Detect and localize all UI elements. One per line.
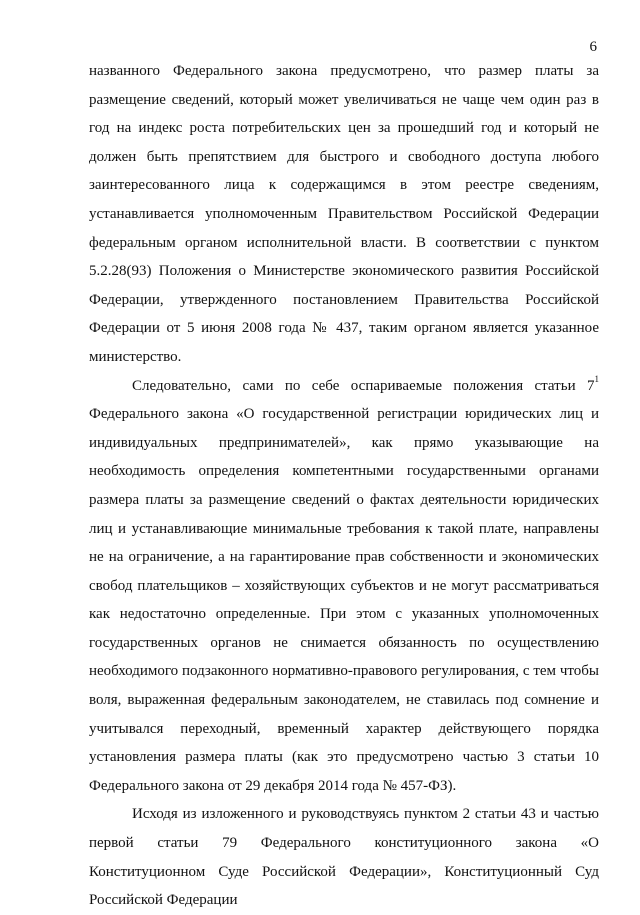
document-body [89,57,599,915]
paragraph-conclusion [89,372,599,801]
paragraph-resolution-intro: Исходя из изложенного и руководствуясь пунктом 2 статьи 43 и частью первой статьи 79 Федерального конституционного закона «О Конституционном Суде Российской Федерации», Конституционный Суд Российской Федерации [89,806,599,909]
page-number: 6 [589,39,597,55]
paragraph-text-after-footnote: Федерального закона «О государственной регистрации юридических лиц и индивидуальных предпринимателей», как прямо указывающие на необходимость определения компетентными государственными органами размера платы за размещение сведений о фактах деятельности юридических лиц и устанавливающие минимальные требования к такой плате, направлены не на ограничение, а на гарантирование прав собственности и экономических свобод плательщиков – хозяйствующих субъектов и не могут рассматриваться как недостаточно определенные. При этом с указанных уполномоченных государственных органов не снимается обязанность по осуществлению необходимого подзаконного нормативно-правового регулирования, с тем чтобы воля, выраженная федеральным законодателем, не ставилась под сомнение и учитывался переходный, временный характер действующего порядка установления размера платы (как это предусмотрено частью 3 статьи 10 Федерального закона от 29 декабря 2014 года № 457-ФЗ). [89,406,599,794]
footnote-superscript: 1 [594,373,599,384]
paragraph-text-before-footnote: Следовательно, сами по себе оспариваемые положения статьи 7 [132,377,595,394]
paragraph-continuation: названного Федерального закона предусмотрено, что размер платы за размещение сведений, который может увеличиваться не чаще чем один раз в год на индекс роста потребительских цен за прошедший год и который не должен быть препятствием для быстрого и свободного доступа любого заинтересованного лица к содержащимся в этом реестре сведениям, устанавливается уполномоченным Правительством Российской Федерации федеральным органом исполнительной власти. В соответствии с пунктом 5.2.28(93) Положения о Министерстве экономического развития Российской Федерации, утвержденного постановлением Правительства Российской Федерации от 5 июня 2008 года № 437, таким органом является указанное министерство. [89,63,599,365]
